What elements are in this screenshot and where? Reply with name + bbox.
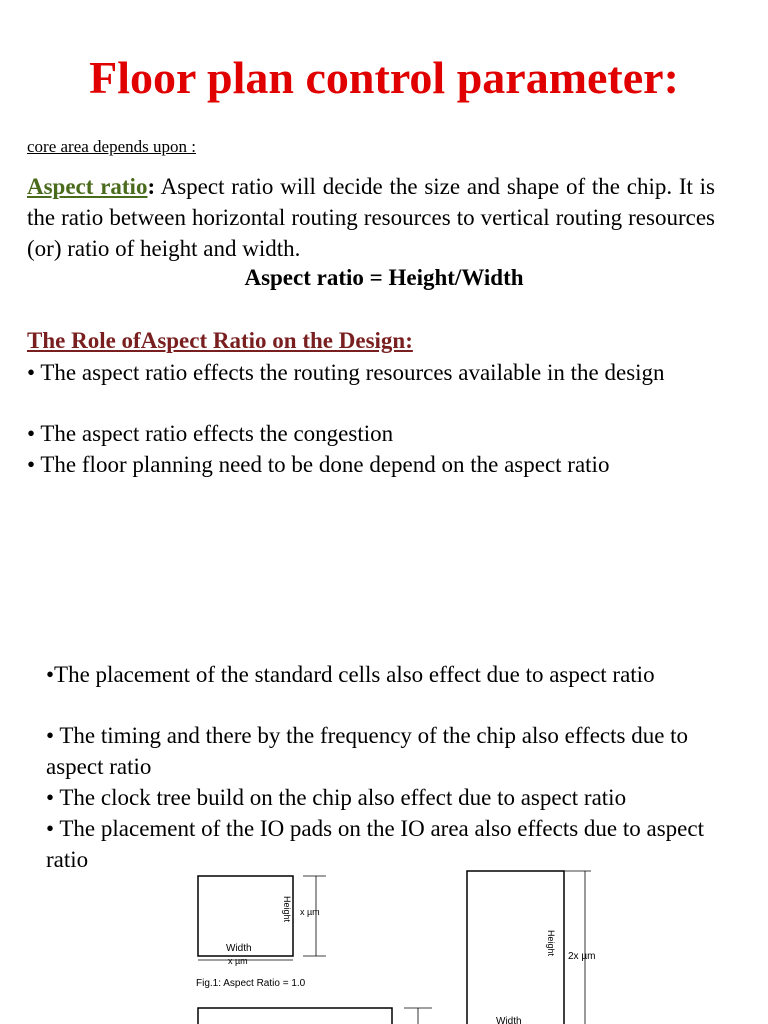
role-bullet-2: • The aspect ratio effects the congestion xyxy=(27,421,394,446)
more-bullet-2: • The timing and there by the frequency of the chip also effects due to aspect ratio xyxy=(46,723,689,779)
fig1-width-label: Width xyxy=(226,943,252,954)
figure-2 xyxy=(467,871,595,1024)
aspect-ratio-paragraph xyxy=(27,171,715,264)
aspect-ratio-figures xyxy=(0,860,768,1024)
aspect-ratio-term: Aspect ratio xyxy=(27,174,148,199)
fig1-height-label: Height xyxy=(282,896,292,923)
fig1-caption: Fig.1: Aspect Ratio = 1.0 xyxy=(196,978,306,989)
figure-1 xyxy=(196,876,326,989)
more-bullet-4: • The placement of the IO pads on the IO area also effects due to aspect ratio xyxy=(46,816,704,872)
aspect-ratio-formula: Aspect ratio = Height/Width xyxy=(244,265,524,290)
aspect-ratio-text: Aspect ratio will decide the size and shape of the chip. It is the ratio between horizontal routing resources to vertical routing resources (or) ratio of height and width. xyxy=(27,174,715,261)
aspect-ratio-colon: : xyxy=(147,174,156,199)
more-bullet-3: • The clock tree build on the chip also effect due to aspect ratio xyxy=(46,785,627,810)
fig2-height-label: Height xyxy=(546,930,556,957)
subtitle: core area depends upon : xyxy=(27,137,196,156)
fig1-x-dim: x µm xyxy=(300,907,320,917)
fig2-dim: 2x µm xyxy=(568,951,596,962)
fig3-rectangle xyxy=(198,1008,392,1024)
role-heading: The Role ofAspect Ratio on the Design: xyxy=(27,328,413,353)
page-title: Floor plan control parameter: xyxy=(89,52,679,103)
fig1-bottom-dim: x µm xyxy=(228,956,248,966)
fig2-width-label: Width xyxy=(496,1016,522,1024)
role-bullet-1: • The aspect ratio effects the routing resources available in the design xyxy=(27,360,665,385)
figure-3 xyxy=(198,1008,432,1024)
more-bullet-1: •The placement of the standard cells also effect due to aspect ratio xyxy=(46,662,655,687)
role-bullet-3: • The floor planning need to be done depend on the aspect ratio xyxy=(27,452,610,477)
